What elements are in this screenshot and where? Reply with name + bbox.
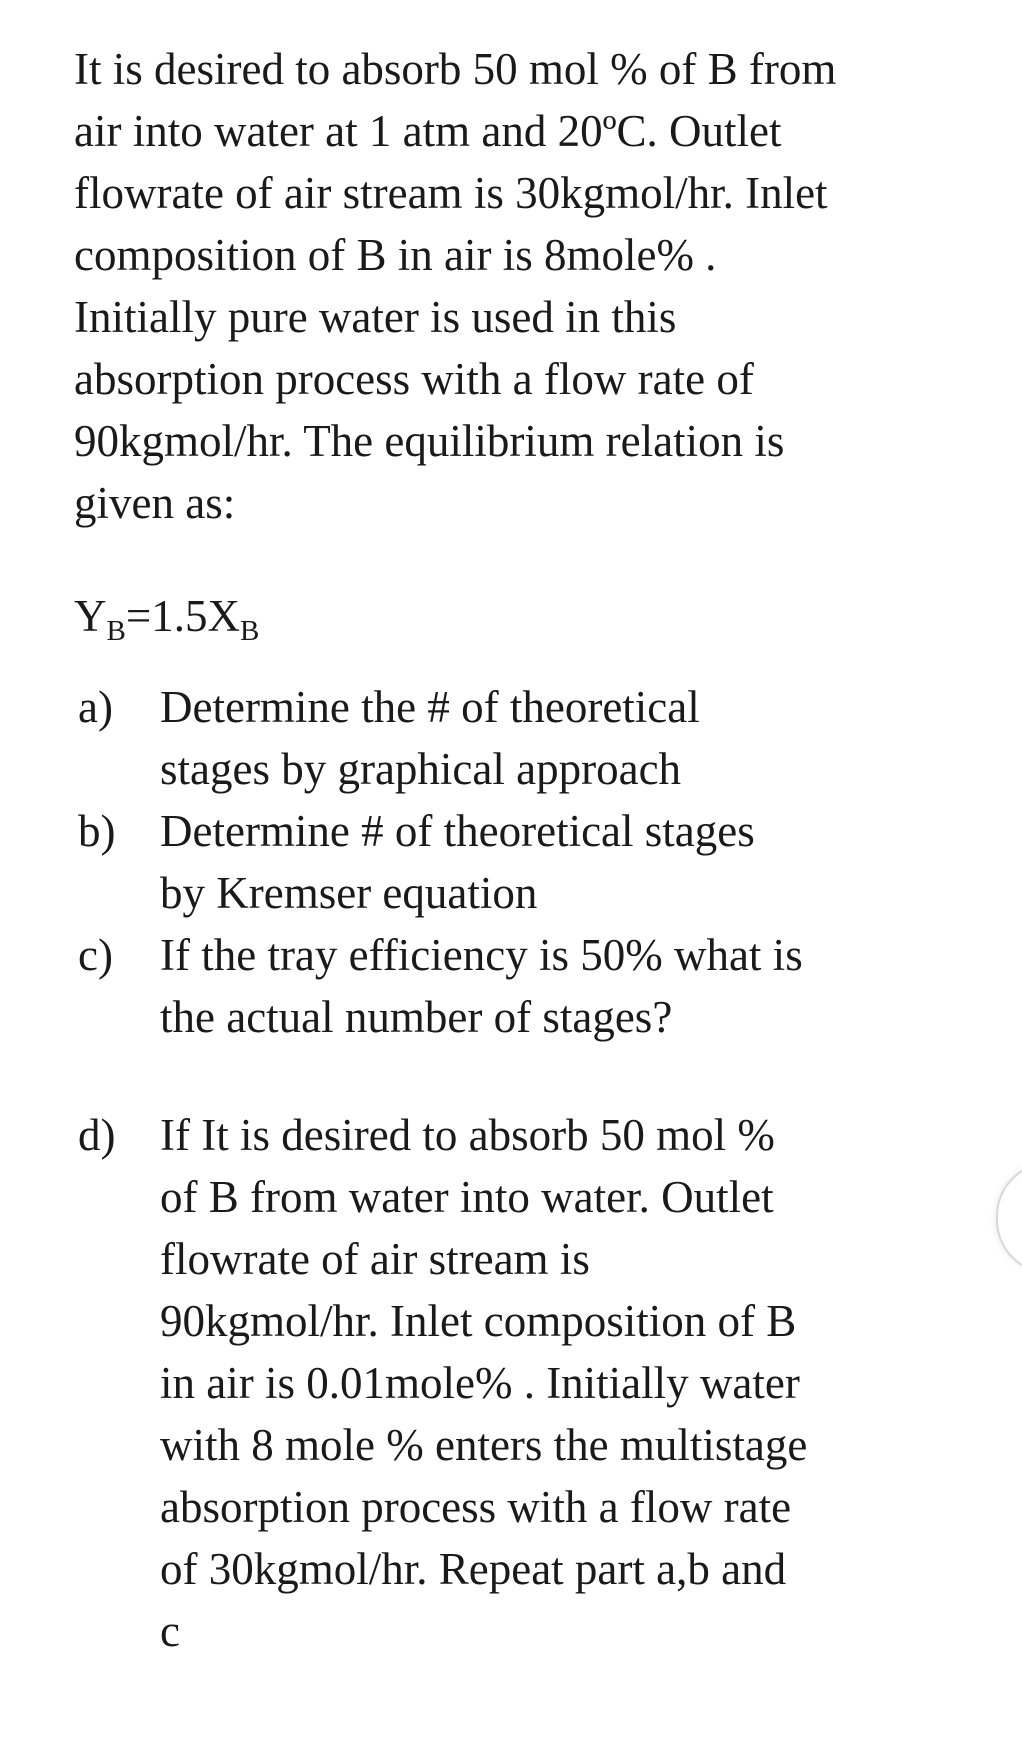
equilibrium-equation — [74, 590, 1004, 648]
question-a — [78, 676, 938, 800]
question-d — [78, 1104, 938, 1662]
question-line: of B from water into water. Outlet — [160, 1172, 774, 1222]
question-line: c — [160, 1606, 180, 1656]
statement-line: It is desired to absorb 50 mol % of B from — [74, 44, 837, 94]
question-line: absorption process with a flow rate — [160, 1482, 792, 1532]
question-line: by Kremser equation — [160, 868, 538, 918]
statement-line: air into water at 1 atm and 20ºC. Outlet — [74, 106, 782, 156]
statement-line: flowrate of air stream is 30kgmol/hr. Inlet — [74, 168, 828, 218]
question-line: flowrate of air stream is — [160, 1234, 590, 1284]
question-c — [78, 924, 938, 1048]
question-line: in air is 0.01mole% . Initially water — [160, 1358, 800, 1408]
equation-rhs: =1.5X — [125, 591, 240, 641]
statement-line: composition of B in air is 8mole% . — [74, 230, 717, 280]
question-b — [78, 800, 938, 924]
statement-line: Initially pure water is used in this — [74, 292, 677, 342]
statement-line: 90kgmol/hr. The equilibrium relation is — [74, 416, 785, 466]
question-line: If It is desired to absorb 50 mol % — [160, 1110, 775, 1160]
equation-lhs: Y — [74, 591, 107, 641]
question-marker: a) — [78, 682, 113, 732]
question-line: the actual number of stages? — [160, 992, 673, 1042]
statement-line: given as: — [74, 478, 236, 528]
problem-document — [74, 38, 1004, 648]
question-list — [78, 676, 938, 1662]
question-line: If the tray efficiency is 50% what is — [160, 930, 803, 980]
problem-statement — [74, 38, 1004, 534]
question-line: with 8 mole % enters the multistage — [160, 1420, 808, 1470]
question-line: Determine the # of theoretical — [160, 682, 700, 732]
equation-rhs-subscript: B — [239, 615, 260, 647]
question-line: 90kgmol/hr. Inlet composition of B — [160, 1296, 797, 1346]
question-line: Determine # of theoretical stages — [160, 806, 755, 856]
question-marker: b) — [78, 806, 116, 856]
question-line: of 30kgmol/hr. Repeat part a,b and — [160, 1544, 787, 1594]
equation-lhs-subscript: B — [106, 615, 126, 647]
question-marker: c) — [78, 930, 113, 980]
edge-panel-handle[interactable] — [996, 1162, 1022, 1274]
question-line: stages by graphical approach — [160, 744, 682, 794]
question-marker: d) — [78, 1110, 116, 1160]
statement-line: absorption process with a flow rate of — [74, 354, 754, 404]
